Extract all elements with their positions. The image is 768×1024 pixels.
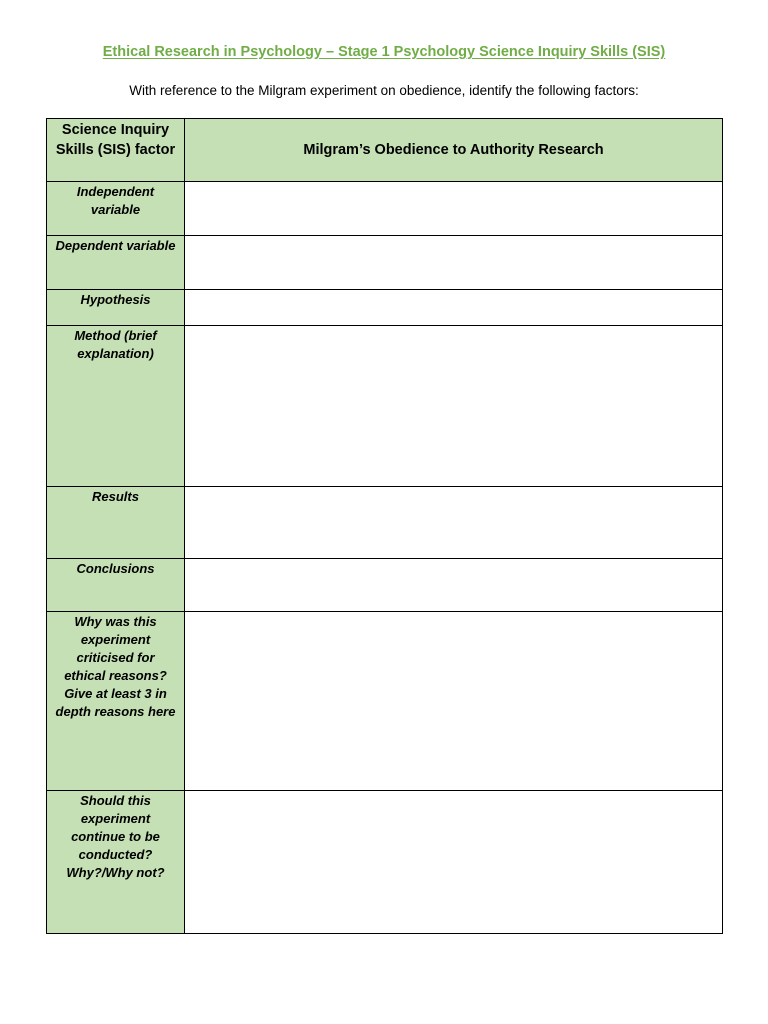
- table-row: [47, 290, 723, 326]
- sis-worksheet-table: [46, 118, 723, 934]
- answer-cell-dependent-variable[interactable]: [185, 236, 723, 290]
- table-row: [47, 326, 723, 487]
- header-research-cell: Milgram’s Obedience to Authority Research: [185, 119, 723, 182]
- answer-cell-hypothesis[interactable]: [185, 290, 723, 326]
- document-title: Ethical Research in Psychology – Stage 1 Psychology Science Inquiry Skills (SIS): [102, 44, 666, 60]
- table-row: [47, 487, 723, 559]
- answer-cell-ethical-criticism[interactable]: [185, 612, 723, 791]
- factor-label-ethical-criticism: Why was this experiment criticised for ethical reasons? Give at least 3 in depth reasons here: [47, 612, 185, 791]
- factor-label-dependent-variable: Dependent variable: [47, 236, 185, 290]
- table-row: [47, 182, 723, 236]
- table-header-row: [47, 119, 723, 182]
- table-row: [47, 612, 723, 791]
- header-factor-cell: Science Inquiry Skills (SIS) factor: [47, 119, 185, 182]
- answer-cell-conclusions[interactable]: [185, 559, 723, 612]
- factor-label-continue-conducting: Should this experiment continue to be conducted? Why?/Why not?: [47, 791, 185, 934]
- factor-label-method: Method (brief explanation): [47, 326, 185, 487]
- table-row: [47, 236, 723, 290]
- answer-cell-continue-conducting[interactable]: [185, 791, 723, 934]
- table-row: [47, 791, 723, 934]
- factor-label-independent-variable: Independent variable: [47, 182, 185, 236]
- factor-label-conclusions: Conclusions: [47, 559, 185, 612]
- answer-cell-results[interactable]: [185, 487, 723, 559]
- answer-cell-method[interactable]: [185, 326, 723, 487]
- table-row: [47, 559, 723, 612]
- factor-label-hypothesis: Hypothesis: [47, 290, 185, 326]
- answer-cell-independent-variable[interactable]: [185, 182, 723, 236]
- factor-label-results: Results: [47, 487, 185, 559]
- instruction-text: With reference to the Milgram experiment on obedience, identify the following factors:: [129, 83, 639, 98]
